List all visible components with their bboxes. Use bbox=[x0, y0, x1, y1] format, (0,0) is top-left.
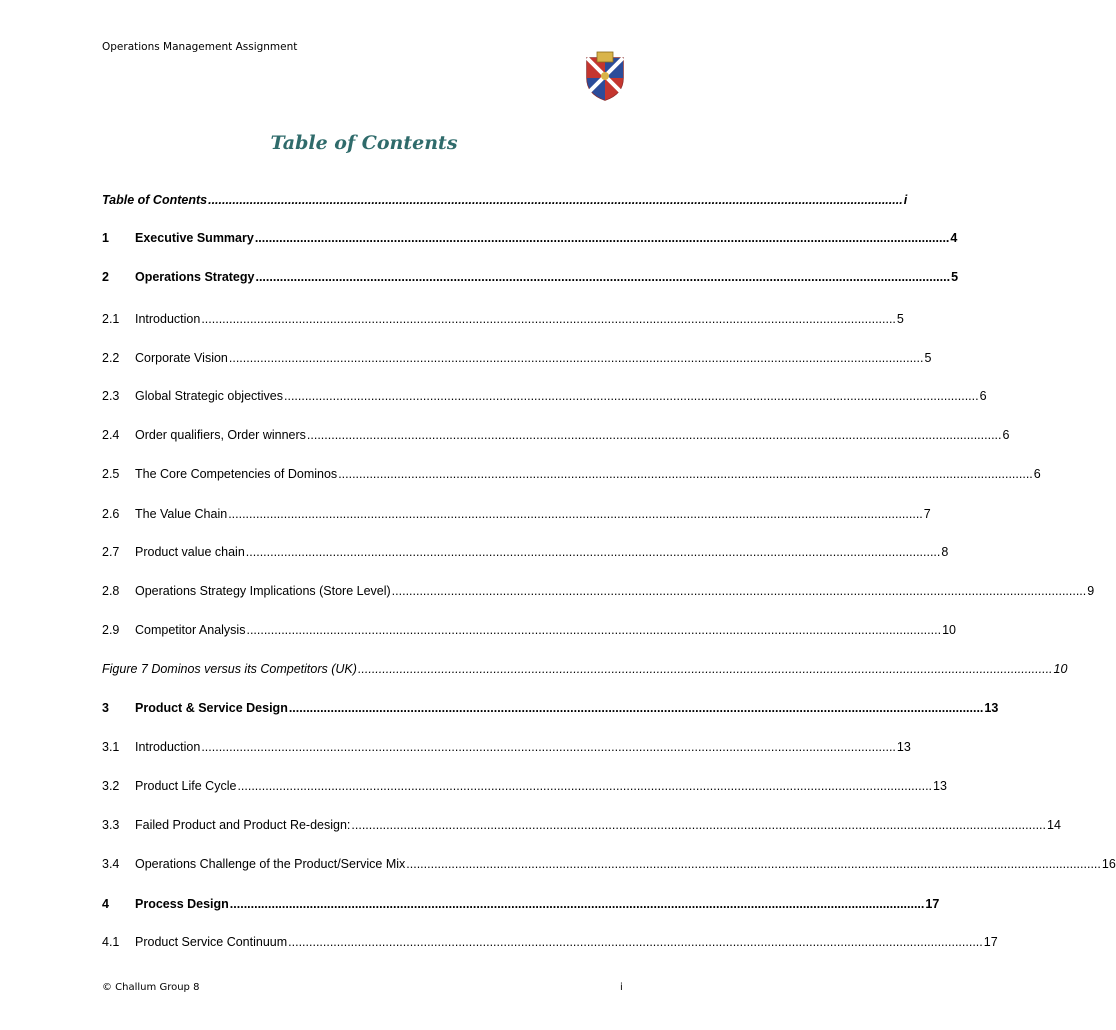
toc-entry-page: 5 bbox=[896, 312, 904, 326]
toc-leader-dots: ........................................................................................................................................................................................................ bbox=[228, 507, 923, 521]
toc-entry-number: 3 bbox=[102, 701, 109, 715]
toc-leader-dots: ........................................................................................................................................................................................................ bbox=[306, 428, 1002, 442]
toc-leader-dots: ........................................................................................................................................................................................................ bbox=[255, 270, 951, 284]
toc-entry-number: 3.4 bbox=[102, 857, 120, 871]
footer-page-number: i bbox=[620, 982, 623, 993]
toc-leader-dots: ........................................................................................................................................................................................................ bbox=[208, 193, 903, 207]
toc-entry-label: Competitor Analysis bbox=[135, 623, 246, 637]
toc-entry[interactable] bbox=[102, 270, 959, 284]
toc-entry-page: 13 bbox=[984, 701, 999, 715]
toc-entry-page: 16 bbox=[1101, 857, 1116, 871]
toc-entry-page: 5 bbox=[951, 270, 959, 284]
toc-entry-number: 4 bbox=[102, 897, 109, 911]
toc-leader-dots: ........................................................................................................................................................................................................ bbox=[357, 662, 1053, 676]
page-title: Table of Contents bbox=[270, 132, 458, 154]
toc-entry-page: 13 bbox=[896, 740, 911, 754]
toc-entry-label: Global Strategic objectives bbox=[135, 389, 283, 403]
toc-entry-page: 13 bbox=[933, 779, 947, 793]
toc-leader-dots: ........................................................................................................................................................................................................ bbox=[351, 818, 1046, 832]
toc-leader-dots: ........................................................................................................................................................................................................ bbox=[338, 467, 1033, 481]
toc-entry[interactable] bbox=[102, 740, 911, 754]
toc-leader-dots: ........................................................................................................................................................................................................ bbox=[201, 312, 896, 326]
toc-entry-label: Operations Strategy Implications (Store Level) bbox=[135, 584, 391, 598]
toc-entry-number: 1 bbox=[102, 231, 109, 245]
toc-entry[interactable] bbox=[102, 467, 1041, 481]
toc-leader-dots: ........................................................................................................................................................................................................ bbox=[288, 935, 983, 949]
toc-entry-page: 8 bbox=[941, 545, 949, 559]
toc-entry-label: Order qualifiers, Order winners bbox=[135, 428, 306, 442]
toc-entry-label: The Value Chain bbox=[135, 507, 228, 521]
toc-entry-page: 4 bbox=[950, 231, 958, 245]
toc-entry[interactable] bbox=[102, 312, 904, 326]
toc-leader-dots: ........................................................................................................................................................................................................ bbox=[228, 351, 924, 365]
toc-entry-number: 2.6 bbox=[102, 507, 120, 521]
toc-entry[interactable] bbox=[102, 623, 956, 637]
toc-entry-label: Corporate Vision bbox=[135, 351, 228, 365]
toc-entry[interactable] bbox=[102, 779, 947, 793]
toc-entry[interactable] bbox=[102, 389, 987, 403]
toc-entry-page: 5 bbox=[924, 351, 932, 365]
toc-entry-page: 6 bbox=[979, 389, 987, 403]
toc-entry-page: 7 bbox=[923, 507, 931, 521]
toc-entry[interactable] bbox=[102, 351, 932, 365]
toc-entry-page: 10 bbox=[1053, 662, 1068, 676]
toc-entry-label: Product Life Cycle bbox=[135, 779, 237, 793]
toc-entry-label: Introduction bbox=[135, 740, 201, 754]
toc-entry-label: Operations Strategy bbox=[135, 270, 255, 284]
toc-entry-number: 4.1 bbox=[102, 935, 120, 949]
running-header: Operations Management Assignment bbox=[102, 41, 298, 53]
toc-entry-label: Introduction bbox=[135, 312, 201, 326]
toc-entry-number: 2.5 bbox=[102, 467, 120, 481]
toc-entry-number: 2.1 bbox=[102, 312, 120, 326]
toc-leader-dots: ........................................................................................................................................................................................................ bbox=[254, 231, 950, 245]
toc-entry-label: Product Service Continuum bbox=[135, 935, 288, 949]
toc-entry[interactable] bbox=[102, 662, 1068, 676]
toc-entry[interactable] bbox=[102, 507, 931, 521]
toc-entry[interactable] bbox=[102, 428, 1010, 442]
toc-entry-page: 6 bbox=[1033, 467, 1041, 481]
toc-entry-label: Product value chain bbox=[135, 545, 245, 559]
toc-entry-number: 3.1 bbox=[102, 740, 120, 754]
toc-leader-dots: ........................................................................................................................................................................................................ bbox=[201, 740, 896, 754]
toc-entry[interactable] bbox=[102, 584, 1095, 598]
toc-entry-page: 10 bbox=[942, 623, 956, 637]
toc-entry-number: 2 bbox=[102, 270, 109, 284]
toc-leader-dots: ........................................................................................................................................................................................................ bbox=[229, 897, 925, 911]
toc-entry[interactable] bbox=[102, 897, 940, 911]
toc-entry-page: 6 bbox=[1002, 428, 1010, 442]
toc-entry-label: Operations Challenge of the Product/Service Mix bbox=[135, 857, 406, 871]
toc-entry[interactable] bbox=[102, 935, 998, 949]
toc-entry-number: 2.8 bbox=[102, 584, 120, 598]
toc-entry-number: 2.3 bbox=[102, 389, 120, 403]
toc-entry-label: Product & Service Design bbox=[135, 701, 288, 715]
toc-entry-number: 2.2 bbox=[102, 351, 120, 365]
toc-entry[interactable] bbox=[102, 231, 958, 245]
toc-leader-dots: ........................................................................................................................................................................................................ bbox=[245, 545, 941, 559]
toc-entry-page: 14 bbox=[1047, 818, 1061, 832]
toc-entry-number: 3.2 bbox=[102, 779, 120, 793]
toc-entry[interactable] bbox=[102, 545, 949, 559]
toc-entry[interactable] bbox=[102, 857, 1116, 871]
toc-entry-label: Process Design bbox=[135, 897, 229, 911]
university-crest-logo bbox=[583, 52, 627, 102]
toc-leader-dots: ........................................................................................................................................................................................................ bbox=[237, 779, 933, 793]
toc-entry-number: 2.9 bbox=[102, 623, 120, 637]
toc-entry-number: 3.3 bbox=[102, 818, 120, 832]
toc-leader-dots: ........................................................................................................................................................................................................ bbox=[391, 584, 1087, 598]
toc-entry[interactable] bbox=[102, 818, 1061, 832]
toc-entry-page: i bbox=[903, 193, 908, 207]
toc-leader-dots: ........................................................................................................................................................................................................ bbox=[406, 857, 1101, 871]
toc-entry-number: 2.7 bbox=[102, 545, 120, 559]
toc-entry-label: Figure 7 Dominos versus its Competitors (UK) bbox=[102, 662, 357, 676]
toc-entry-page: 17 bbox=[983, 935, 998, 949]
toc-entry[interactable] bbox=[102, 701, 999, 715]
toc-leader-dots: ........................................................................................................................................................................................................ bbox=[246, 623, 942, 637]
toc-leader-dots: ........................................................................................................................................................................................................ bbox=[288, 701, 984, 715]
footer-copyright: © Challum Group 8 bbox=[102, 982, 200, 993]
toc-entry-page: 9 bbox=[1087, 584, 1095, 598]
toc-entry-label: Executive Summary bbox=[135, 231, 254, 245]
toc-leader-dots: ........................................................................................................................................................................................................ bbox=[284, 389, 979, 403]
toc-entry-label: The Core Competencies of Dominos bbox=[135, 467, 338, 481]
toc-entry-page: 17 bbox=[925, 897, 940, 911]
toc-entry[interactable] bbox=[102, 193, 908, 207]
toc-entry-label: Table of Contents bbox=[102, 193, 208, 207]
toc-entry-number: 2.4 bbox=[102, 428, 120, 442]
toc-entry-label: Failed Product and Product Re-design: bbox=[135, 818, 351, 832]
